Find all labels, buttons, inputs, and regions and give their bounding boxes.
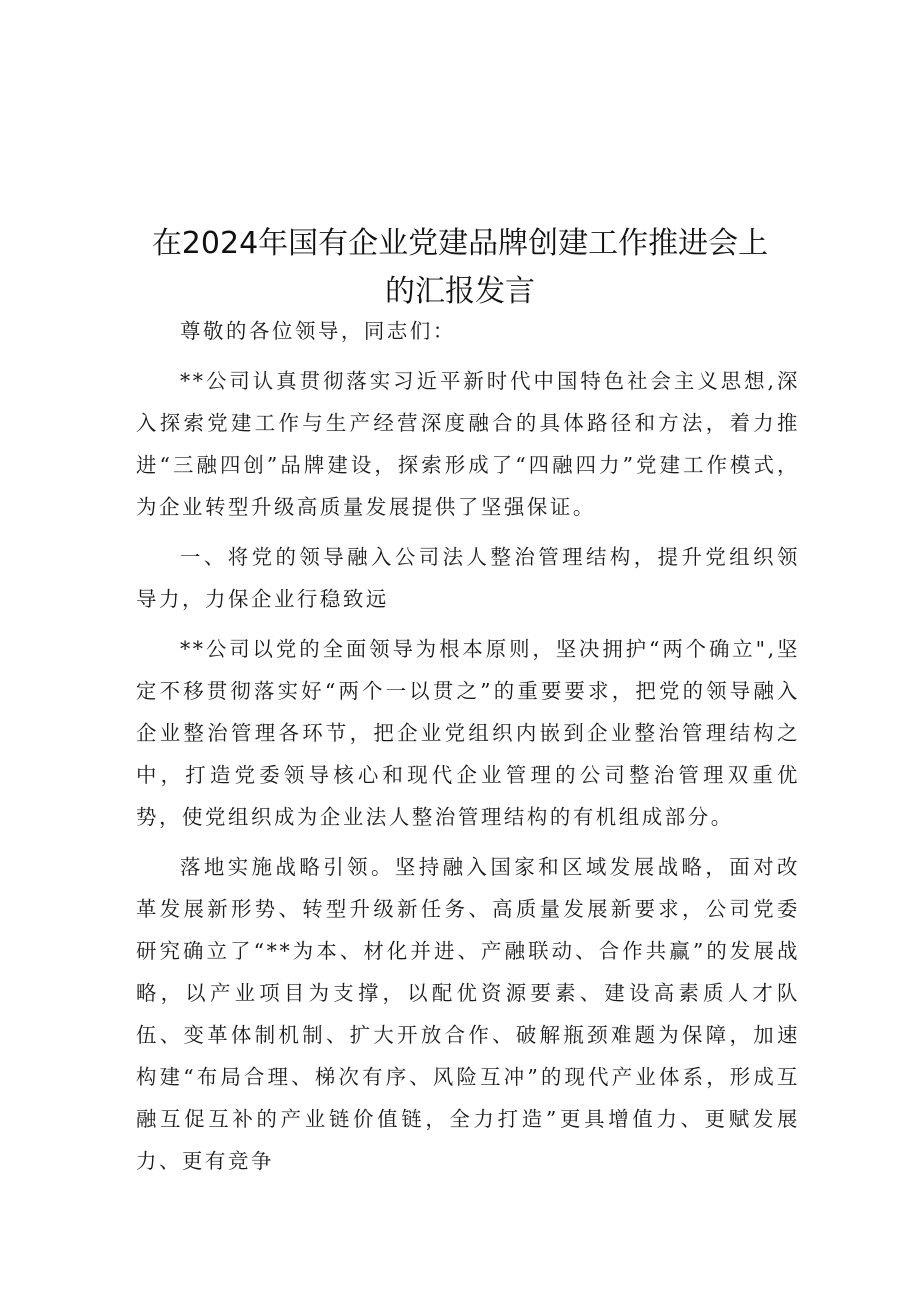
paragraph-intro: **公司认真贯彻落实习近平新时代中国特色社会主义思想,深入探索党建工作与生产经营深度融合的具体路径和方法，着力推进“三融四创”品牌建设，探索形成了“四融四力”党建工作模式，为企业转型升级高质量发展提供了坚强保证。 bbox=[136, 369, 800, 519]
document-title bbox=[120, 220, 800, 316]
section-heading-1: 一、将党的领导融入公司法人整治管理结构，提升党组织领导力，力保企业行稳致远 bbox=[136, 545, 800, 611]
paragraph-strategy: 落地实施战略引领。坚持融入国家和区域发展战略，面对改革发展新形势、转型升级新任务、高质量发展新要求，公司党委研究确立了“**为本、材化并进、产融联动、合作共赢”的发展战略，以产业项目为支撑，以配优资源要素、建设高素质人才队伍、变革体制机制、扩大开放合作、破解瓶颈难题为保障，加速构建“布局合理、梯次有序、风险互冲”的现代产业体系，形成互融互促互补的产业链价值链，全力打造”更具增值力、更赋发展力、更有竞争 bbox=[136, 855, 800, 1173]
title-line-2: 的汇报发言 bbox=[385, 274, 535, 309]
greeting: 尊敬的各位领导，同志们： bbox=[180, 319, 456, 343]
document-body bbox=[136, 310, 800, 1182]
paragraph-section-1: **公司以党的全面领导为根本原则，坚决拥护“两个确立",坚定不移贯彻落实好“两个一以贯之”的重要要求，把党的领导融入企业整治管理各环节，把企业党组织内嵌到企业整治管理结构之中，打造党委领导核心和现代企业管理的公司整治管理双重优势，使党组织成为企业法人整治管理结构的有机组成部分。 bbox=[136, 637, 800, 829]
title-line-1: 在2024年国有企业党建品牌创建工作推进会上 bbox=[151, 226, 769, 261]
